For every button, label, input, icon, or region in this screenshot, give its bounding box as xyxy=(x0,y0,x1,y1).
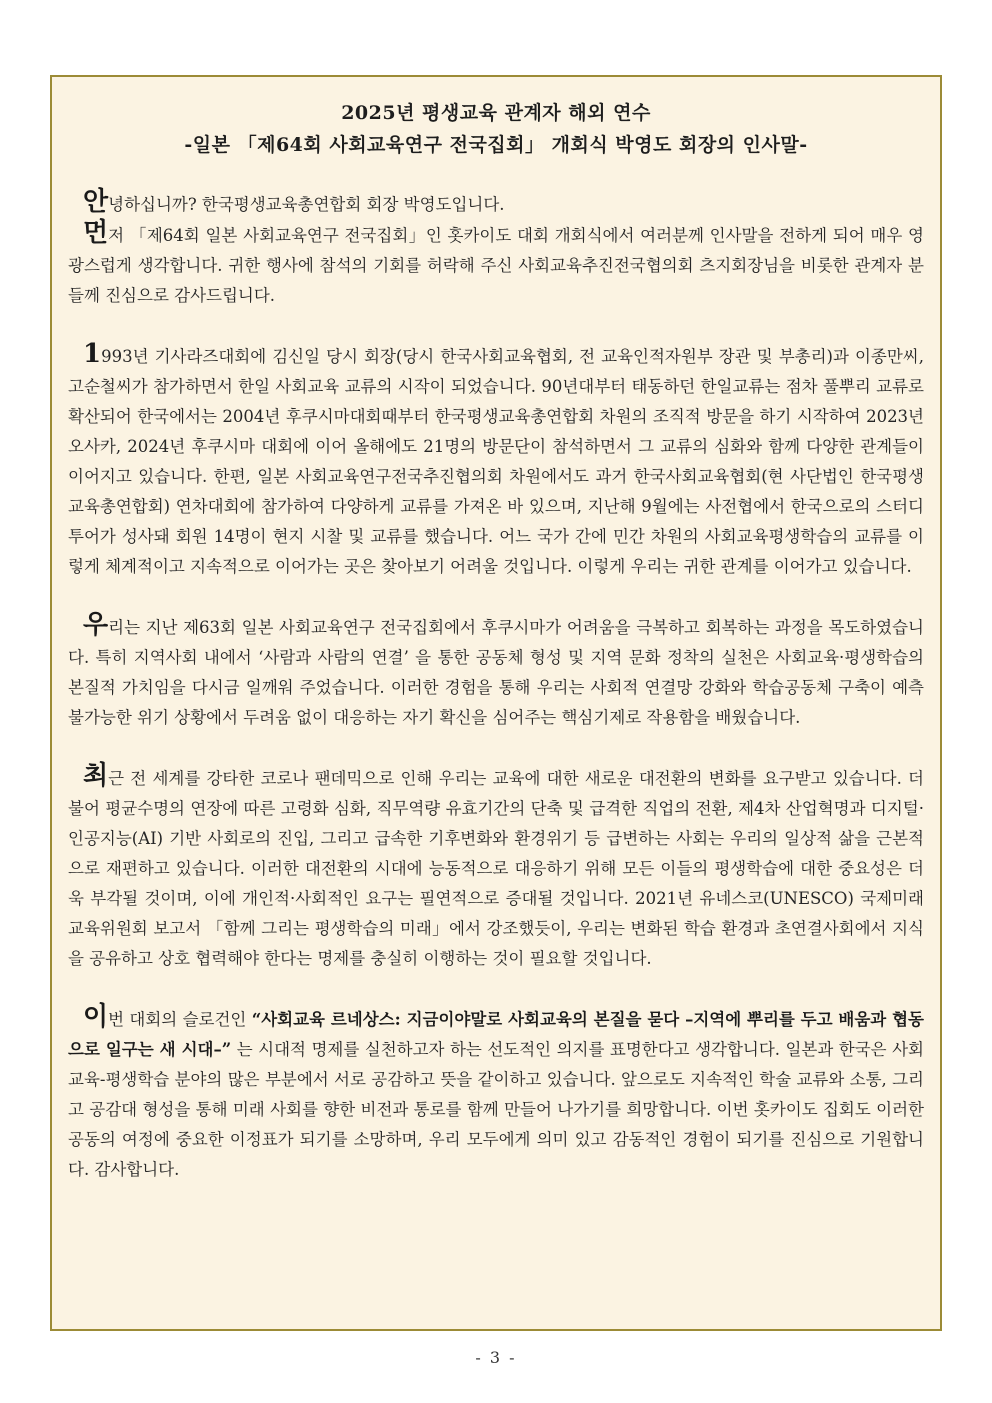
paragraph-fukushima xyxy=(68,612,924,733)
doc-title-line1: 2025년 평생교육 관계자 해외 연수 xyxy=(341,102,651,124)
paragraph-text: 993년 기사라즈대회에 김신일 당시 회장(당시 한국사회교육협회, 전 교육인적자원부 장관 및 부총리)과 이종만씨, 고순철씨가 참가하면서 한일 사회교육 교류의 시작이 되었습니다. 90년대부터 태동하던 한일교류는 점차 풀뿌리 교류로 확산되어 한국에서는 2004년 후쿠시마대회때부터 한국평생교육총연합회 차원의 조직적 방문을 하기 시작하여 2023년 오사카, 2024년 후쿠시마 대회에 이어 올해에도 21명의 방문단이 참석하면서 그 교류의 심화와 함께 다양한 관계들이 이어지고 있습니다. 한편, 일본 사회교육연구전국추진협의회 차원에서도 과거 한국사회교육협회(현 사단법인 한국평생교육총연합회) 연차대회에 참가하여 다양하게 교류를 가져온 바 있으며, 지난해 9월에는 사전협에서 한국으로의 스터디투어가 성사돼 회원 14명이 현지 시찰 및 교류를 했습니다. 어느 국가 간에 민간 차원의 사회교육평생학습의 교류를 이렇게 체계적이고 지속적으로 이어가는 곳은 찾아보기 어려울 것입니다. 이렇게 우리는 귀한 관계를 이어가고 있습니다. xyxy=(68,347,924,576)
drop-cap: 안 xyxy=(83,187,109,217)
paragraph-text-pre: 번 대회의 슬로건인 xyxy=(108,1010,252,1029)
title-block xyxy=(68,97,924,161)
letter-border-box xyxy=(50,75,942,1331)
paragraph-history xyxy=(68,341,924,582)
paragraph-text-post: 는 시대적 명제를 실천하고자 하는 선도적인 의지를 표명한다고 생각합니다. 일본과 한국은 사회교육-평생학습 분야의 많은 부분에서 서로 공감하고 뜻을 같이하고 있습니다. 앞으로도 지속적인 학술 교류와 소통, 그리고 공감대 형성을 통해 미래 사회를 향한 비전과 통로를 함께 만들어 나가기를 희망합니다. 이번 홋카이도 집회도 이러한 공동의 여정에 중요한 이정표가 되기를 소망하며, 우리 모두에게 의미 있고 감동적인 경험이 되기를 진심으로 기원합니다. 감사합니다. xyxy=(68,1040,924,1179)
slogan-bold-text: “사회교육 르네상스: 지금이야말로 사회교육의 본질을 묻다 –지역에 뿌리를 두고 배움과 협동으로 일구는 새 시대–” xyxy=(68,1010,924,1059)
drop-cap: 먼 xyxy=(83,218,109,248)
drop-cap: 이 xyxy=(83,1002,109,1032)
paragraph-text: 리는 지난 제63회 일본 사회교육연구 전국집회에서 후쿠시마가 어려움을 극복하고 회복하는 과정을 목도하였습니다. 특히 지역사회 내에서 ‘사람과 사람의 연결’ 을 통한 공동체 형성 및 지역 문화 정착의 실천은 사회교육·평생학습의 본질적 가치임을 다시금 일깨워 주었습니다. 이러한 경험을 통해 우리는 사회적 연결망 강화와 학습공동체 구축이 예측 불가능한 위기 상황에서 두려움 없이 대응하는 자기 확신을 심어주는 핵심기제로 작용함을 배웠습니다. xyxy=(68,618,924,727)
page-number: - 3 - xyxy=(475,1348,517,1367)
paragraph-text: 녕하십니까? 한국평생교육총연합회 회장 박영도입니다. xyxy=(108,195,505,214)
drop-cap: 1 xyxy=(83,339,102,369)
drop-cap: 최 xyxy=(83,761,109,791)
paragraph-pandemic xyxy=(68,763,924,974)
paragraph-greeting xyxy=(68,189,924,220)
paragraph-slogan xyxy=(68,1004,924,1185)
paragraph-text: 저 「제64회 일본 사회교육연구 전국집회」인 홋카이도 대회 개회식에서 여러분께 인사말을 전하게 되어 매우 영광스럽게 생각합니다. 귀한 행사에 참석의 기회를 허락해 주신 사회교육추진전국협의회 츠지회장님을 비롯한 관계자 분들께 진심으로 감사드립니다. xyxy=(68,226,924,305)
doc-title-line2: -일본 「제64회 사회교육연구 전국집회」 개회식 박영도 회장의 인사말- xyxy=(184,134,808,156)
drop-cap: 우 xyxy=(83,610,109,640)
paragraph-thanks xyxy=(68,220,924,311)
paragraph-text: 근 전 세계를 강타한 코로나 팬데믹으로 인해 우리는 교육에 대한 새로운 대전환의 변화를 요구받고 있습니다. 더불어 평균수명의 연장에 따른 고령화 심화, 직무역량 유효기간의 단축 및 급격한 직업의 전환, 제4차 산업혁명과 디지털·인공지능(AI) 기반 사회로의 진입, 그리고 급속한 기후변화와 환경위기 등 급변하는 사회는 우리의 일상적 삶을 근본적으로 재편하고 있습니다. 이러한 대전환의 시대에 능동적으로 대응하기 위해 모든 이들의 평생학습에 대한 중요성은 더욱 부각될 것이며, 이에 개인적·사회적인 요구는 필연적으로 증대될 것입니다. 2021년 유네스코(UNESCO) 국제미래교육위원회 보고서 「함께 그리는 평생학습의 미래」에서 강조했듯이, 우리는 변화된 학습 환경과 초연결사회에서 지식을 공유하고 상호 협력해야 한다는 명제를 충실히 이행하는 것이 필요할 것입니다. xyxy=(68,769,924,968)
